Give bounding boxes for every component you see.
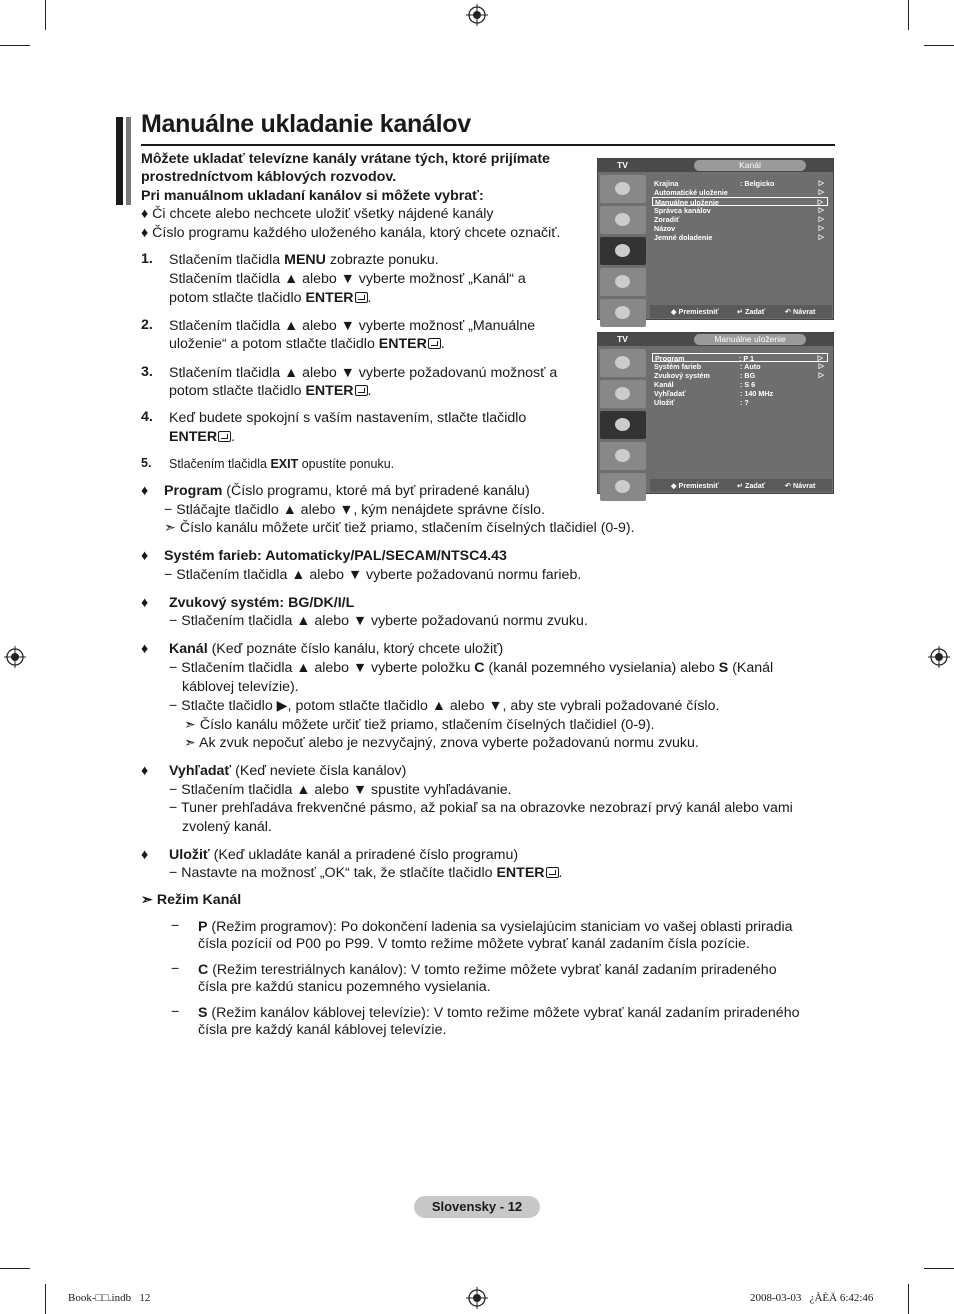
bullet: ♦ [141,641,149,657]
step-text: . [367,383,372,399]
mode-text: (Režim kanálov káblovej televízie): V tomto režime môžete vybrať kanál zadaním priradeného [207,1005,800,1021]
tv-label: TV [617,334,628,344]
mode-text: (Režim programov): Po dokončení ladenia sa vysielajúcim staniciam vo vašej oblasti priradia [207,919,793,935]
registration-mark-icon [4,646,26,668]
menu-row: Krajina : Belgicko ▷ [654,179,824,188]
registration-mark-icon [466,1287,488,1309]
print-timestamp: 2008-03-03 ¿ÀÈÄ 6:42:46 [750,1292,874,1304]
mode-p-line [198,918,793,937]
channel-heading [169,640,503,659]
sound-system-heading: Zvukový systém: BG/DK/I/L [169,595,355,611]
dash: − [171,918,180,934]
crop-mark [908,1284,909,1314]
move-hint: ◆ Premiestniť [671,307,719,316]
channel-line: − Stlačte tlačidlo ▶, potom stlačte tlačidlo ▲ alebo ▼, aby ste vybrali požadované číslo. [169,698,720,714]
enter-icon [428,338,441,349]
step-1-line: Stlačením tlačidla ▲ alebo ▼ vyberte možnosť „Kanál“ a [169,271,526,287]
menu-sidebar [599,347,647,504]
menu-row-selected: Manuálne uloženie ▷ [652,197,828,206]
step-text: opustíte ponuku. [298,457,395,471]
print-slug: Book-□□.indb 12 [68,1292,151,1304]
dash: − [171,1004,180,1020]
step-2-line [169,335,445,354]
menu-footer [650,479,832,492]
step-text: Stlačením tlačidla [169,457,271,471]
page-number-badge: Slovensky - 12 [414,1196,540,1218]
picture-icon [600,175,646,203]
input-icon [600,473,646,501]
item-head: Vyhľadať [169,763,232,779]
input-icon [600,299,646,327]
picture-icon [600,349,646,377]
mode-letter: S [198,1005,208,1021]
enter-hint: ↵ Zadať [737,307,766,316]
title-accent-bar [126,117,131,205]
step-1-line [169,289,371,308]
sound-icon [600,206,646,234]
step-number: 3. [141,364,153,380]
enter-key: ENTER [169,429,218,445]
bullet: ♦ [141,763,149,779]
search-line: − Stlačením tlačidla ▲ alebo ▼ spustite vyhľadávanie. [169,782,512,798]
sound-icon [600,380,646,408]
mode-s-line: čísla pre každý kanál káblovej televízie. [198,1022,447,1038]
return-hint: ↶ Návrat [785,481,816,490]
bullet: ♦ [141,548,149,564]
search-line: zvolený kanál. [182,819,272,835]
step-text: uloženie“ a potom stlačte tlačidlo [169,336,379,352]
move-hint: ◆ Premiestniť [671,481,719,490]
menu-row: Správca kanálov ▷ [654,206,824,215]
item-desc: (Keď neviete čísla kanálov) [231,763,407,779]
step-text: potom stlačte tlačidlo [169,383,306,399]
title-rule [141,144,835,146]
enter-key: ENTER [496,865,545,881]
channel-line: káblovej televízie). [182,679,299,695]
search-heading [169,762,406,781]
intro-bullet: ♦ Či chcete alebo nechcete uložiť všetky nájdené kanály [141,206,494,222]
mode-p-line: čísla pozícií od P00 po P99. V tomto režime môžete vybrať kanál zadaním čísla pozície. [198,936,750,952]
step-text: . [440,336,445,352]
step-5-line [169,455,394,474]
tv-menu-manual-store [597,332,834,494]
step-number: 1. [141,251,153,267]
step-3-line [169,382,371,401]
intro-line: Môžete ukladať televízne kanály vrátane tých, ktoré prijímate [141,151,550,167]
bullet: ♦ [141,483,149,499]
menu-row: Zvukový systém : BG ▷ [654,371,824,380]
menu-row: Názov ▷ [654,224,824,233]
channel-icon [600,411,646,439]
dash: − [171,961,180,977]
program-heading [164,482,530,501]
setup-icon [600,442,646,470]
item-text: (kanál pozemného vysielania) alebo [484,660,719,676]
crop-mark [0,1268,30,1269]
tv-menu-channel [597,158,834,320]
tv-label: TV [617,160,628,170]
item-text: − Stlačením tlačidla ▲ alebo ▼ vyberte položku [169,660,475,676]
item-text: (Kanál [728,660,774,676]
menu-row-selected: Program : P 1 ▷ [652,353,828,362]
enter-key: ENTER [378,336,427,352]
store-heading [169,846,518,865]
item-head: Uložiť [169,847,210,863]
registration-mark-icon [928,646,950,668]
item-head: Program [164,483,223,499]
registration-mark-icon [466,4,488,26]
menu-row: Kanál : S 6 [654,380,756,389]
program-line: − Stláčajte tlačidlo ▲ alebo ▼, kým nenájdete správne číslo. [164,502,545,518]
step-text: . [231,429,236,445]
step-4-line: Keď budete spokojní s vaším nastavením, stlačte tlačidlo [169,410,527,426]
item-desc: (Keď poznáte číslo kanálu, ktorý chcete uložiť) [207,641,504,657]
crop-mark [45,0,46,30]
step-4-line [169,428,235,447]
enter-icon [546,867,559,878]
mode-c-line: čísla pre každú stanicu pozemného vysielania. [198,979,491,995]
mode-s-line [198,1004,799,1023]
step-number: 5. [141,456,152,470]
enter-icon [355,292,368,303]
title-accent-bar [116,117,123,205]
step-text: zobrazte ponuku. [325,252,439,268]
crop-mark [45,1284,46,1314]
menu-row: Vyhľadať : 140 MHz [654,389,774,398]
menu-footer [650,305,832,318]
menu-title: Kanál [694,160,806,171]
mode-letter: P [198,919,208,935]
step-2-line: Stlačením tlačidla ▲ alebo ▼ vyberte možnosť „Manuálne [169,318,536,334]
item-head: Kanál [169,641,208,657]
mode-c-line [198,961,777,980]
channel-note: ➣ Ak zvuk nepočuť alebo je nezvyčajný, znova vyberte požadovanú normu zvuku. [184,735,699,751]
menu-row: Zoradiť ▷ [654,215,824,224]
search-line: − Tuner prehľadáva frekvenčné pásmo, až pokiaľ sa na obrazovke nezobrazí prvý kanál alebo vami [169,800,793,816]
item-desc: (Keď ukladáte kanál a priradené číslo programu) [209,847,519,863]
step-number: 2. [141,317,153,333]
crop-mark [908,0,909,30]
mode-letter: C [198,962,209,978]
enter-icon [355,385,368,396]
return-hint: ↶ Návrat [785,307,816,316]
menu-row: Uložiť : ? [654,398,749,407]
item-key: S [718,660,729,676]
sound-system-line: − Stlačením tlačidla ▲ alebo ▼ vyberte požadovanú normu zvuku. [169,613,588,629]
menu-key: MENU [284,252,326,268]
enter-key: ENTER [305,383,354,399]
step-text: potom stlačte tlačidlo [169,290,306,306]
menu-row: Jemné doladenie ▷ [654,233,824,242]
setup-icon [600,268,646,296]
channel-mode-heading: ➣ Režim Kanál [141,892,242,908]
channel-note: ➣ Číslo kanálu môžete určiť tiež priamo, stlačením číselných tlačidiel (0-9). [184,717,655,733]
menu-sidebar [599,173,647,330]
bullet: ♦ [141,847,149,863]
channel-icon [600,237,646,265]
step-text: Stlačením tlačidla [169,252,285,268]
program-note: ➣ Číslo kanálu môžete určiť tiež priamo, stlačením číselných tlačidiel (0-9). [164,520,635,536]
enter-hint: ↵ Zadať [737,481,766,490]
item-key: C [474,660,485,676]
crop-mark [924,1268,954,1269]
step-1-line [169,251,439,270]
menu-row: Automatické uloženie ▷ [654,188,824,197]
crop-mark [0,45,30,46]
item-desc: (Číslo programu, ktoré má byť priradené kanálu) [222,483,530,499]
enter-key: ENTER [305,290,354,306]
mode-text: (Režim terestriálnych kanálov): V tomto režime môžete vybrať kanál zadaním priradeného [208,962,777,978]
step-text: . [367,290,372,306]
page-title: Manuálne ukladanie kanálov [141,110,471,138]
color-system-line: − Stlačením tlačidla ▲ alebo ▼ vyberte požadovanú normu farieb. [164,567,582,583]
intro-line: prostredníctvom káblových rozvodov. [141,169,397,185]
item-text: − Nastavte na možnosť „OK“ tak, že stlačíte tlačidlo [169,865,497,881]
channel-line [169,659,773,678]
enter-icon [218,431,231,442]
menu-title: Manuálne uloženie [694,334,806,345]
bullet: ♦ [141,595,149,611]
color-system-heading: Systém farieb: Automaticky/PAL/SECAM/NTSC4.43 [164,548,507,564]
step-3-line: Stlačením tlačidla ▲ alebo ▼ vyberte požadovanú možnosť a [169,365,558,381]
store-line: − Nastavte na možnosť „OK“ tak, že stlačíte tlačidlo ENTER . [169,865,563,881]
crop-mark [924,45,954,46]
menu-row: Systém farieb : Auto ▷ [654,362,824,371]
exit-key: EXIT [270,457,299,471]
intro-bullet: ♦ Číslo programu každého uloženého kanála, ktorý chcete označiť. [141,225,561,241]
intro-line: Pri manuálnom ukladaní kanálov si môžete vybrať: [141,188,484,204]
step-number: 4. [141,409,153,425]
